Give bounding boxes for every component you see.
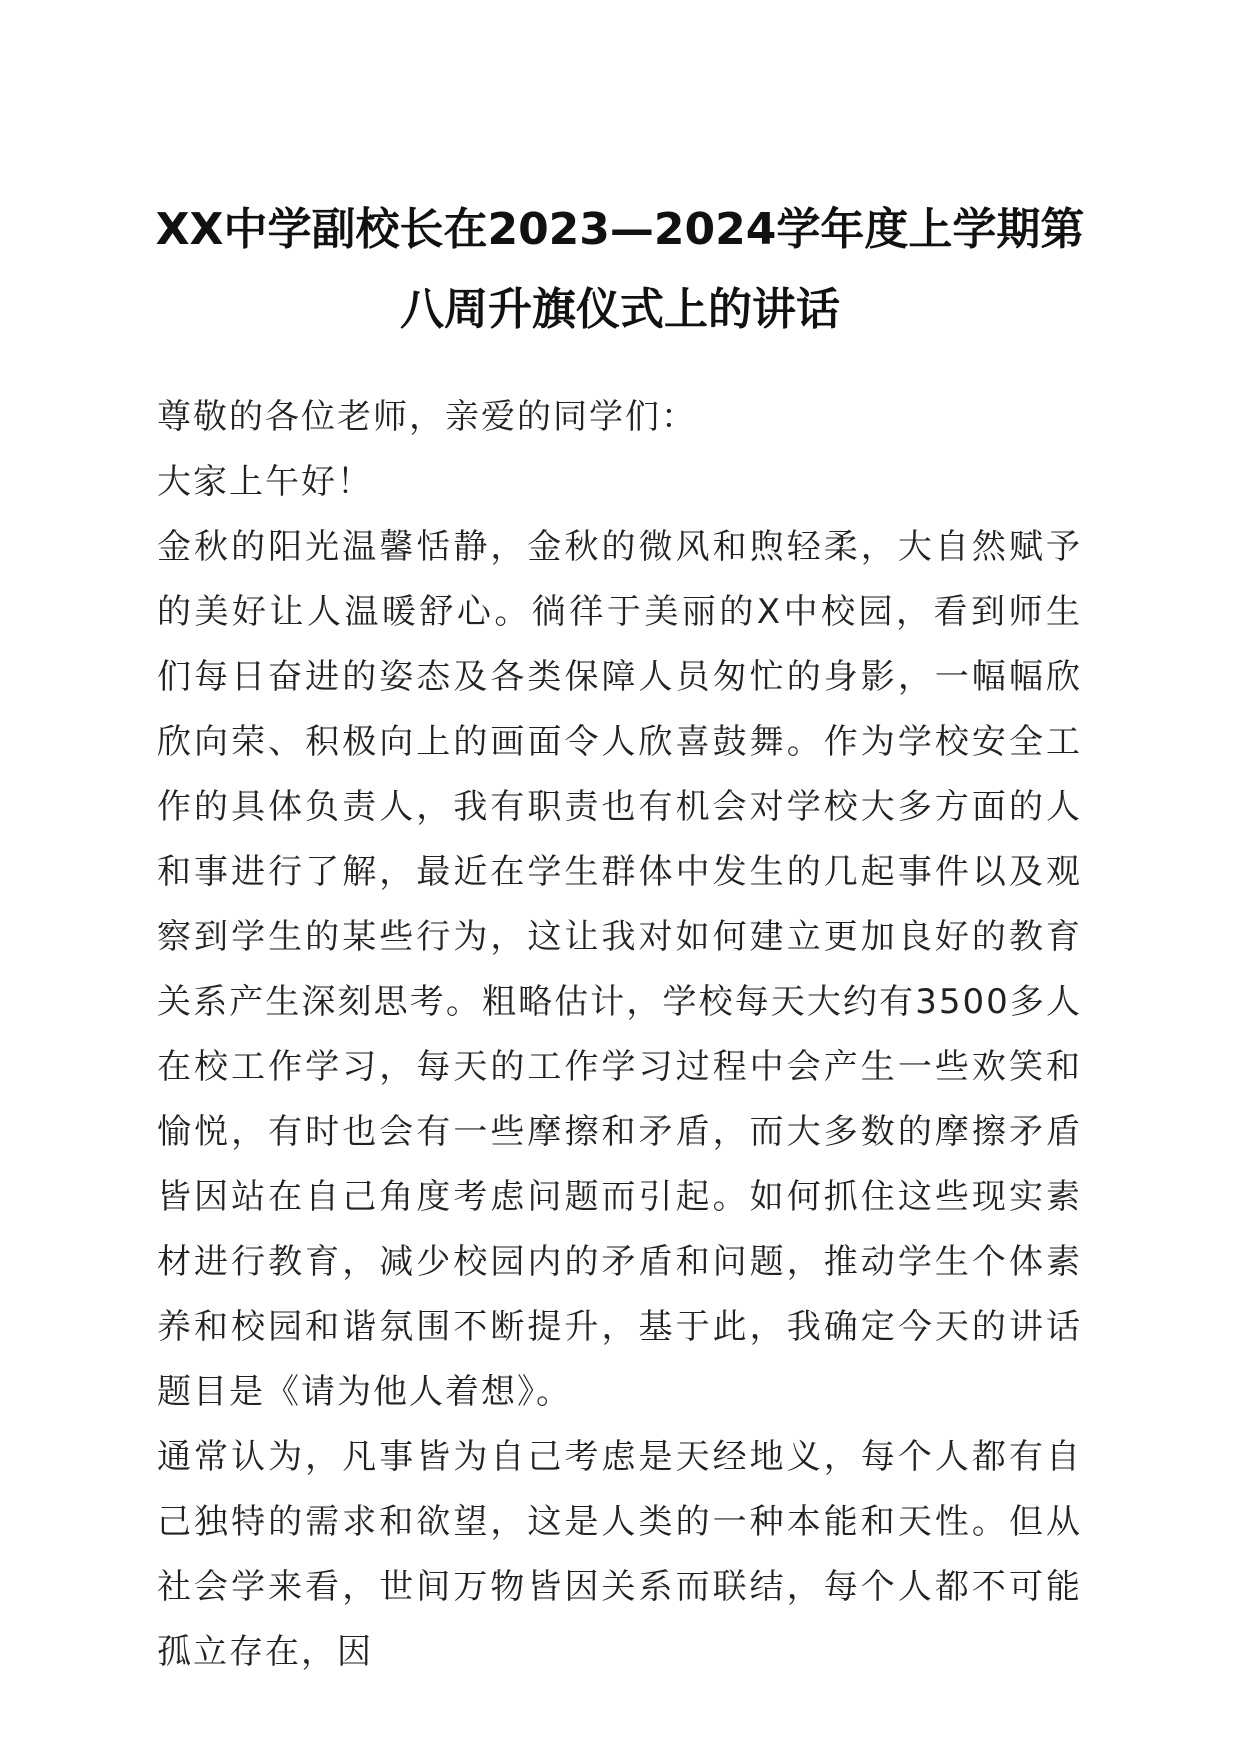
- paragraph: 金秋的阳光温馨恬静，金秋的微风和煦轻柔，大自然赋予的美好让人温暖舒心。徜徉于美丽的X中校园，看到师生们每日奋进的姿态及各类保障人员匆忙的身影，一幅幅欣欣向荣、积极向上的画面令人欣喜鼓舞。作为学校安全工作的具体负责人，我有职责也有机会对学校大多方面的人和事进行了解，最近在学生群体中发生的几起事件以及观察到学生的某些行为，这让我对如何建立更加良好的教育关系产生深刻思考。粗略估计，学校每天大约有3500多人在校工作学习，每天的工作学习过程中会产生一些欢笑和愉悦，有时也会有一些摩擦和矛盾，而大多数的摩擦矛盾皆因站在自己角度考虑问题而引起。如何抓住这些现实素材进行教育，减少校园内的矛盾和问题，推动学生个体素养和校园和谐氛围不断提升，基于此，我确定今天的讲话题目是《请为他人着想》。: [157, 527, 1082, 1412]
- paragraph: 通常认为，凡事皆为自己考虑是天经地义，每个人都有自己独特的需求和欲望，这是人类的一种本能和天性。但从社会学来看，世间万物皆因关系而联结，每个人都不可能孤立存在，因: [157, 1437, 1082, 1672]
- salutation: 尊敬的各位老师，亲爱的同学们：: [157, 397, 697, 437]
- document-body: [157, 385, 1082, 1685]
- document-title: XX中学副校长在2023—2024学年度上学期第八周升旗仪式上的讲话: [155, 204, 1085, 335]
- greeting: 大家上午好！: [157, 462, 373, 502]
